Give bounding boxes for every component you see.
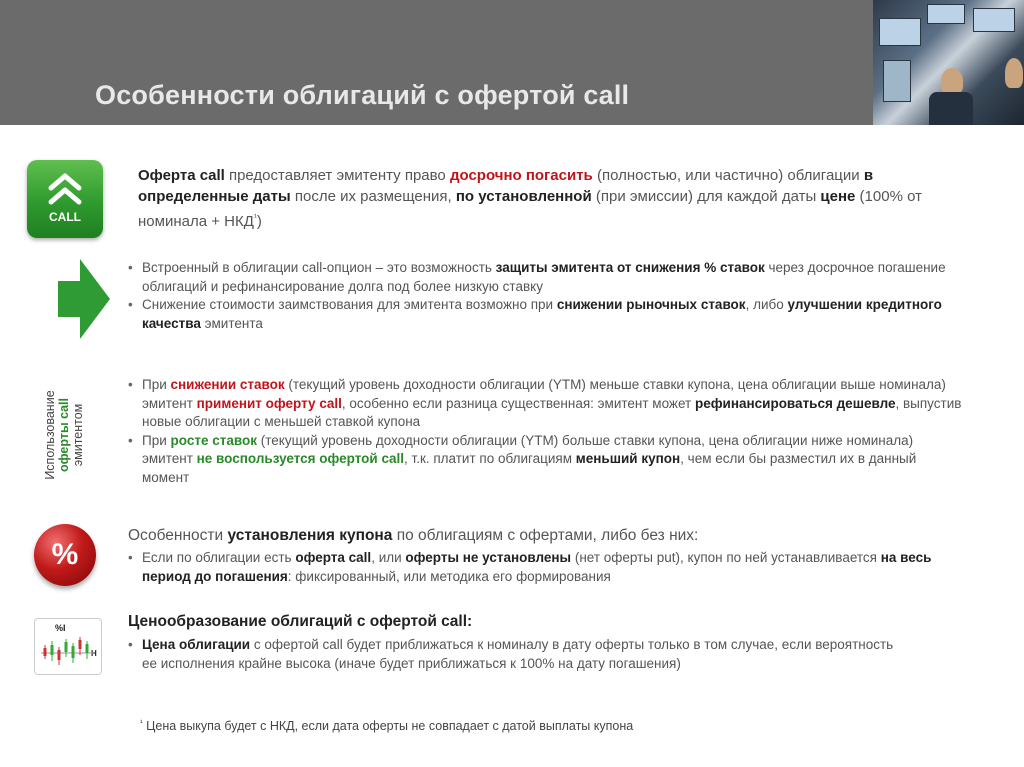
side-label xyxy=(24,375,104,495)
footnote-marker: ¹ xyxy=(140,718,143,727)
intro-paragraph xyxy=(138,165,968,232)
double-chevron-up-icon xyxy=(47,170,83,206)
coupon-bullets xyxy=(128,549,968,586)
list-item: • При росте ставок (текущий уровень доходности облигации (YTM) больше ставки купона, цена облигации ниже номинала) эмитент не воспользуется офертой call, т.к. платит по облигациям меньший купон, чем если бы разместил их в данный момент xyxy=(128,432,963,488)
usage-bullets xyxy=(128,376,963,487)
footnote-text: Цена выкупа будет с НКД, если дата оферты не совпадает с датой выплаты купона xyxy=(142,719,634,734)
intro-bold: цене xyxy=(820,188,856,205)
call-option-bullets xyxy=(128,259,958,333)
candlestick-icon xyxy=(35,619,101,674)
person-shape xyxy=(941,68,963,94)
footnote xyxy=(140,718,633,733)
right-arrow-icon xyxy=(58,259,110,339)
side-label-line3: эмитентом xyxy=(71,403,85,467)
chart-icon-pct-label: %I xyxy=(55,623,66,633)
page-title: Особенности облигаций с офертой call xyxy=(95,80,630,110)
pricing-heading: Ценообразование облигаций с офертой call: xyxy=(128,613,473,630)
intro-text: (100% от номинала + НКД xyxy=(138,188,922,230)
list-item: • Если по облигации есть оферта call, или оферты не установлены (нет оферты put), купон по ней устанавливается на весь период до погашения: фиксированный, или методика его формирования xyxy=(128,549,968,586)
intro-highlight: досрочно погасить xyxy=(449,167,593,184)
coupon-heading: Особенности установления купона по облигациям с офертами, либо без них: xyxy=(128,527,699,544)
footnote-marker: ¹ xyxy=(253,212,257,222)
price-chart-icon xyxy=(34,618,102,675)
list-item: • Снижение стоимости заимствования для эмитента возможно при снижении рыночных ставок, либо улучшении кредитного качества эмитента xyxy=(128,296,958,333)
pricing-bullets xyxy=(128,636,908,673)
intro-term: Оферта call xyxy=(138,167,225,184)
intro-text: после их размещения, xyxy=(290,188,456,205)
percent-icon: % xyxy=(34,524,96,586)
list-item: • Встроенный в облигации call-опцион – это возможность защиты эмитента от снижения % ставок через досрочное погашение облигаций и рефинансирование долга под более низкую ставку xyxy=(128,259,958,296)
header-bar xyxy=(0,0,1024,125)
chart-icon-n-label: H xyxy=(91,649,97,658)
call-icon-label: CALL xyxy=(49,210,81,224)
monitor-shape xyxy=(883,60,911,102)
intro-text: ) xyxy=(256,213,262,230)
intro-text: (при эмиссии) для каждой даты xyxy=(591,188,821,205)
person-body-shape xyxy=(929,92,973,125)
side-label-line1: Использование xyxy=(43,390,57,480)
side-label-line2: оферты call xyxy=(57,398,71,472)
call-icon xyxy=(27,160,103,238)
intro-bold: по установленной xyxy=(455,188,592,205)
intro-text: предоставляет эмитенту право xyxy=(224,167,450,184)
person-shape xyxy=(1005,58,1023,88)
intro-text: (полностью, или частично) облигации xyxy=(592,167,864,184)
monitor-shape xyxy=(973,8,1015,32)
monitor-shape xyxy=(927,4,965,24)
monitor-shape xyxy=(879,18,921,46)
list-item: • Цена облигации с офертой call будет приближаться к номиналу в дату оферты только в том случае, если вероятность ее исполнения крайне высока (иначе будет приближаться к 100% на дату погашения) xyxy=(128,636,908,673)
list-item: • При снижении ставок (текущий уровень доходности облигации (YTM) меньше ставки купона, цена облигации выше номинала) эмитент применит оферту call, особенно если разница существенная: эмитент может рефинансироваться дешевле, выпустив новые облигации с меньшей ставкой купона xyxy=(128,376,963,432)
trading-floor-photo xyxy=(873,0,1024,125)
intro-bold: в определенные даты xyxy=(138,167,874,205)
